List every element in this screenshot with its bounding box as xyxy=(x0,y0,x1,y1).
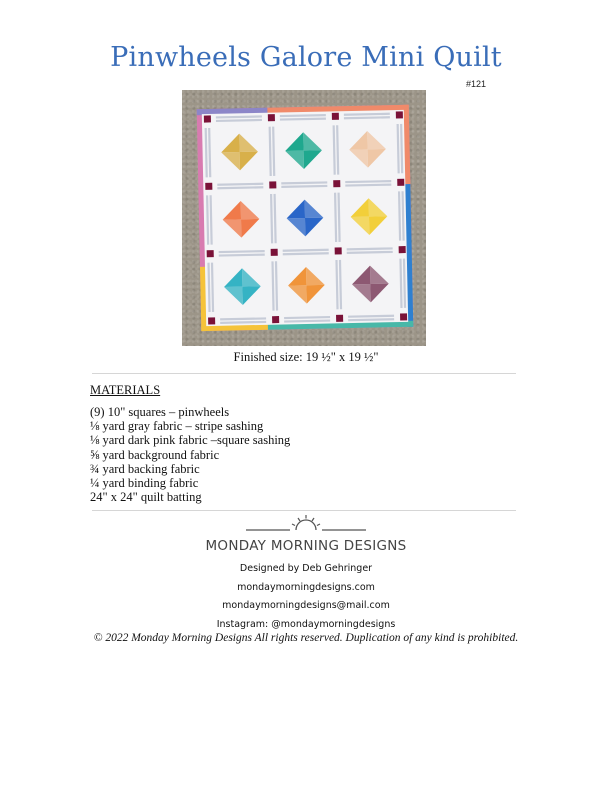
materials-list xyxy=(90,405,290,504)
pattern-number: #121 xyxy=(466,79,487,89)
square-sashing xyxy=(397,179,404,186)
website-link[interactable]: mondaymorningdesigns.com xyxy=(237,581,375,593)
square-sashing xyxy=(396,111,403,118)
page-title: Pinwheels Galore Mini Quilt xyxy=(110,42,502,73)
copyright-notice: © 2022 Monday Morning Designs All rights reserved. Duplication of any kind is prohibited. xyxy=(93,632,519,644)
quilt-photo xyxy=(182,90,426,346)
square-sashing xyxy=(271,249,278,256)
material-item: 24" x 24" quilt batting xyxy=(90,490,202,505)
sun-icon xyxy=(236,513,376,535)
finished-size-caption: Finished size: 19 ½" x 19 ½" xyxy=(233,350,379,364)
instagram-handle[interactable]: Instagram: @mondaymorningdesigns xyxy=(216,618,396,630)
material-item: ⅝ yard background fabric xyxy=(90,447,220,462)
designer-credit: Designed by Deb Gehringer xyxy=(239,563,373,574)
quilt-illustration xyxy=(182,90,426,346)
square-sashing xyxy=(205,183,212,190)
square-sashing xyxy=(204,115,211,122)
square-sashing xyxy=(208,317,215,324)
square-sashing xyxy=(399,246,406,253)
square-sashing xyxy=(268,114,275,121)
square-sashing xyxy=(207,250,214,257)
material-item: ¼ yard binding fabric xyxy=(90,476,199,491)
material-item: ⅛ yard gray fabric – stripe sashing xyxy=(90,419,264,434)
materials-heading: MATERIALS xyxy=(90,383,161,397)
square-sashing xyxy=(335,247,342,254)
material-item: ⅛ yard dark pink fabric –square sashing xyxy=(90,433,291,448)
square-sashing xyxy=(400,313,407,320)
material-item: (9) 10" squares – pinwheels xyxy=(90,405,230,419)
credits xyxy=(0,560,612,634)
square-sashing xyxy=(269,181,276,188)
email-link[interactable]: mondaymorningdesigns@mail.com xyxy=(222,600,390,611)
divider xyxy=(92,510,516,511)
square-sashing xyxy=(336,315,343,322)
square-sashing xyxy=(332,113,339,120)
square-sashing xyxy=(333,180,340,187)
square-sashing xyxy=(272,316,279,323)
brand-name: MONDAY MORNING DESIGNS xyxy=(205,538,407,554)
material-item: ¾ yard backing fabric xyxy=(90,461,200,476)
divider xyxy=(92,373,516,374)
